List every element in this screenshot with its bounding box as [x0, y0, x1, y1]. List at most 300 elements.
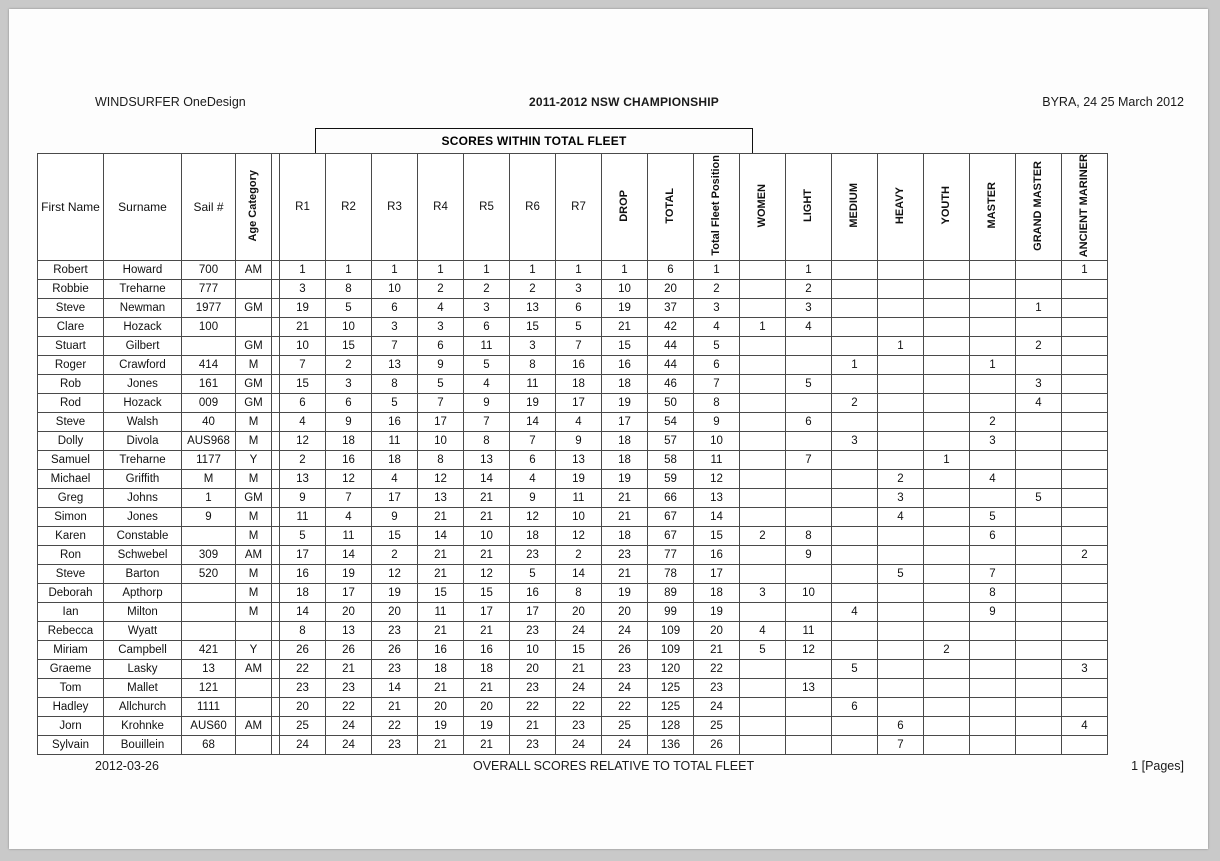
- cell-master: 2: [970, 413, 1016, 432]
- cell-master: 6: [970, 527, 1016, 546]
- cell-age-category: M: [236, 603, 272, 622]
- cell-surname: Constable: [104, 527, 182, 546]
- cell-light: 12: [786, 641, 832, 660]
- cell-ancient-mariner: 3: [1062, 660, 1108, 679]
- cell-medium: 2: [832, 394, 878, 413]
- cell-ancient-mariner: [1062, 299, 1108, 318]
- cell-grand-master: 3: [1016, 375, 1062, 394]
- cell-total: 109: [648, 622, 694, 641]
- cell-master: 5: [970, 508, 1016, 527]
- cell-race-3: 9: [372, 508, 418, 527]
- cell-drop: 18: [602, 432, 648, 451]
- spacer-cell: [272, 641, 280, 660]
- cell-total: 58: [648, 451, 694, 470]
- cell-women: [740, 394, 786, 413]
- cell-surname: Howard: [104, 261, 182, 280]
- cell-race-5: 8: [464, 432, 510, 451]
- spacer-cell: [272, 660, 280, 679]
- spacer-left: [272, 154, 280, 261]
- cell-race-4: 14: [418, 527, 464, 546]
- cell-total: 89: [648, 584, 694, 603]
- col-r3: R3: [372, 154, 418, 261]
- cell-women: [740, 413, 786, 432]
- cell-drop: 21: [602, 318, 648, 337]
- cell-race-5: 21: [464, 679, 510, 698]
- cell-total: 109: [648, 641, 694, 660]
- cell-women: [740, 736, 786, 755]
- cell-heavy: [878, 375, 924, 394]
- cell-ancient-mariner: [1062, 527, 1108, 546]
- cell-women: [740, 717, 786, 736]
- cell-master: [970, 299, 1016, 318]
- cell-race-6: 18: [510, 527, 556, 546]
- col-first-name: First Name: [38, 154, 104, 261]
- cell-age-category: GM: [236, 299, 272, 318]
- cell-race-5: 21: [464, 489, 510, 508]
- cell-youth: [924, 413, 970, 432]
- cell-medium: [832, 622, 878, 641]
- cell-race-7: 16: [556, 356, 602, 375]
- cell-race-2: 2: [326, 356, 372, 375]
- cell-light: 3: [786, 299, 832, 318]
- cell-total: 125: [648, 679, 694, 698]
- cell-first-name: Robert: [38, 261, 104, 280]
- cell-race-5: 7: [464, 413, 510, 432]
- cell-age-category: M: [236, 432, 272, 451]
- cell-race-1: 21: [280, 318, 326, 337]
- cell-race-5: 5: [464, 356, 510, 375]
- cell-race-2: 26: [326, 641, 372, 660]
- cell-race-6: 20: [510, 660, 556, 679]
- cell-race-2: 15: [326, 337, 372, 356]
- cell-medium: [832, 318, 878, 337]
- cell-first-name: Stuart: [38, 337, 104, 356]
- cell-grand-master: [1016, 432, 1062, 451]
- cell-race-6: 7: [510, 432, 556, 451]
- cell-drop: 20: [602, 603, 648, 622]
- cell-master: [970, 394, 1016, 413]
- cell-race-5: 2: [464, 280, 510, 299]
- cell-race-7: 3: [556, 280, 602, 299]
- cell-grand-master: [1016, 280, 1062, 299]
- cell-race-7: 24: [556, 679, 602, 698]
- cell-drop: 25: [602, 717, 648, 736]
- table-row: [38, 660, 1108, 679]
- spacer-cell: [272, 527, 280, 546]
- cell-drop: 18: [602, 451, 648, 470]
- table-row: [38, 413, 1108, 432]
- cell-heavy: [878, 641, 924, 660]
- cell-first-name: Ron: [38, 546, 104, 565]
- cell-total-fleet-position: 3: [694, 299, 740, 318]
- col-women: WOMEN: [740, 154, 786, 261]
- cell-age-category: M: [236, 470, 272, 489]
- cell-age-category: AM: [236, 261, 272, 280]
- cell-medium: 3: [832, 432, 878, 451]
- cell-race-5: 3: [464, 299, 510, 318]
- cell-medium: [832, 299, 878, 318]
- cell-light: [786, 337, 832, 356]
- cell-first-name: Clare: [38, 318, 104, 337]
- footer-caption: OVERALL SCORES RELATIVE TO TOTAL FLEET: [473, 759, 755, 773]
- cell-race-4: 20: [418, 698, 464, 717]
- cell-medium: [832, 641, 878, 660]
- cell-heavy: [878, 546, 924, 565]
- cell-drop: 23: [602, 660, 648, 679]
- cell-master: 3: [970, 432, 1016, 451]
- cell-race-1: 1: [280, 261, 326, 280]
- cell-medium: [832, 508, 878, 527]
- cell-master: [970, 717, 1016, 736]
- cell-race-6: 15: [510, 318, 556, 337]
- cell-women: [740, 451, 786, 470]
- cell-race-1: 6: [280, 394, 326, 413]
- cell-total: 59: [648, 470, 694, 489]
- cell-race-3: 16: [372, 413, 418, 432]
- cell-grand-master: [1016, 641, 1062, 660]
- cell-race-1: 22: [280, 660, 326, 679]
- cell-ancient-mariner: [1062, 375, 1108, 394]
- cell-light: 13: [786, 679, 832, 698]
- cell-race-7: 24: [556, 622, 602, 641]
- spacer-cell: [272, 508, 280, 527]
- cell-race-4: 19: [418, 717, 464, 736]
- cell-race-2: 22: [326, 698, 372, 717]
- cell-master: [970, 546, 1016, 565]
- spacer-cell: [272, 565, 280, 584]
- cell-total-fleet-position: 12: [694, 470, 740, 489]
- cell-grand-master: [1016, 736, 1062, 755]
- cell-race-4: 17: [418, 413, 464, 432]
- cell-race-7: 23: [556, 717, 602, 736]
- cell-race-4: 8: [418, 451, 464, 470]
- cell-race-2: 14: [326, 546, 372, 565]
- cell-age-category: [236, 280, 272, 299]
- cell-ancient-mariner: [1062, 622, 1108, 641]
- cell-drop: 24: [602, 736, 648, 755]
- cell-medium: 4: [832, 603, 878, 622]
- cell-sail-number: 1: [182, 489, 236, 508]
- results-table-header: [38, 154, 1108, 261]
- cell-surname: Hozack: [104, 394, 182, 413]
- cell-age-category: GM: [236, 337, 272, 356]
- cell-race-3: 2: [372, 546, 418, 565]
- cell-first-name: Roger: [38, 356, 104, 375]
- cell-ancient-mariner: [1062, 641, 1108, 660]
- cell-first-name: Ian: [38, 603, 104, 622]
- cell-race-5: 11: [464, 337, 510, 356]
- cell-master: [970, 698, 1016, 717]
- cell-women: [740, 603, 786, 622]
- cell-race-3: 3: [372, 318, 418, 337]
- spacer-cell: [272, 261, 280, 280]
- cell-total-fleet-position: 21: [694, 641, 740, 660]
- cell-women: 1: [740, 318, 786, 337]
- cell-master: 1: [970, 356, 1016, 375]
- cell-race-5: 21: [464, 508, 510, 527]
- cell-race-4: 9: [418, 356, 464, 375]
- cell-youth: [924, 280, 970, 299]
- cell-youth: 1: [924, 451, 970, 470]
- cell-race-6: 23: [510, 736, 556, 755]
- cell-sail-number: 700: [182, 261, 236, 280]
- col-surname: Surname: [104, 154, 182, 261]
- cell-first-name: Sylvain: [38, 736, 104, 755]
- cell-master: [970, 375, 1016, 394]
- table-row: [38, 337, 1108, 356]
- cell-race-3: 14: [372, 679, 418, 698]
- cell-total-fleet-position: 7: [694, 375, 740, 394]
- cell-ancient-mariner: [1062, 565, 1108, 584]
- cell-medium: [832, 527, 878, 546]
- cell-grand-master: 5: [1016, 489, 1062, 508]
- cell-age-category: [236, 736, 272, 755]
- cell-race-4: 6: [418, 337, 464, 356]
- cell-race-2: 4: [326, 508, 372, 527]
- cell-sail-number: 40: [182, 413, 236, 432]
- cell-women: [740, 432, 786, 451]
- cell-ancient-mariner: [1062, 508, 1108, 527]
- cell-light: 9: [786, 546, 832, 565]
- cell-race-1: 12: [280, 432, 326, 451]
- cell-race-7: 13: [556, 451, 602, 470]
- col-total-fleet-position: Total Fleet Position: [694, 154, 740, 261]
- cell-grand-master: [1016, 413, 1062, 432]
- cell-surname: Gilbert: [104, 337, 182, 356]
- col-r5: R5: [464, 154, 510, 261]
- cell-heavy: [878, 413, 924, 432]
- table-row: [38, 375, 1108, 394]
- cell-total: 77: [648, 546, 694, 565]
- cell-race-5: 9: [464, 394, 510, 413]
- cell-race-7: 5: [556, 318, 602, 337]
- cell-heavy: [878, 299, 924, 318]
- spacer-cell: [272, 736, 280, 755]
- cell-race-4: 15: [418, 584, 464, 603]
- cell-age-category: [236, 318, 272, 337]
- cell-youth: [924, 318, 970, 337]
- cell-age-category: GM: [236, 394, 272, 413]
- cell-drop: 21: [602, 489, 648, 508]
- cell-first-name: Greg: [38, 489, 104, 508]
- cell-heavy: [878, 356, 924, 375]
- cell-race-4: 21: [418, 679, 464, 698]
- cell-youth: [924, 394, 970, 413]
- cell-race-6: 23: [510, 546, 556, 565]
- cell-race-7: 12: [556, 527, 602, 546]
- cell-sail-number: AUS60: [182, 717, 236, 736]
- cell-race-3: 7: [372, 337, 418, 356]
- cell-medium: [832, 451, 878, 470]
- col-youth: YOUTH: [924, 154, 970, 261]
- cell-youth: 2: [924, 641, 970, 660]
- cell-race-6: 6: [510, 451, 556, 470]
- col-total: TOTAL: [648, 154, 694, 261]
- cell-light: 10: [786, 584, 832, 603]
- cell-race-1: 25: [280, 717, 326, 736]
- cell-total-fleet-position: 15: [694, 527, 740, 546]
- cell-total: 125: [648, 698, 694, 717]
- cell-first-name: Deborah: [38, 584, 104, 603]
- cell-race-6: 14: [510, 413, 556, 432]
- cell-race-5: 12: [464, 565, 510, 584]
- cell-light: 11: [786, 622, 832, 641]
- cell-heavy: [878, 698, 924, 717]
- cell-youth: [924, 470, 970, 489]
- cell-heavy: [878, 660, 924, 679]
- cell-ancient-mariner: 2: [1062, 546, 1108, 565]
- cell-total: 54: [648, 413, 694, 432]
- cell-light: 1: [786, 261, 832, 280]
- cell-total-fleet-position: 11: [694, 451, 740, 470]
- cell-race-2: 11: [326, 527, 372, 546]
- cell-youth: [924, 546, 970, 565]
- cell-race-2: 9: [326, 413, 372, 432]
- cell-sail-number: 68: [182, 736, 236, 755]
- cell-race-5: 13: [464, 451, 510, 470]
- cell-youth: [924, 375, 970, 394]
- cell-grand-master: [1016, 318, 1062, 337]
- cell-grand-master: [1016, 261, 1062, 280]
- cell-race-6: 11: [510, 375, 556, 394]
- cell-drop: 19: [602, 470, 648, 489]
- cell-age-category: GM: [236, 375, 272, 394]
- table-row: [38, 641, 1108, 660]
- cell-first-name: Simon: [38, 508, 104, 527]
- cell-sail-number: 11: [182, 527, 236, 546]
- cell-race-4: 21: [418, 736, 464, 755]
- cell-heavy: [878, 451, 924, 470]
- header-right-venue: BYRA, 24 25 March 2012: [1042, 95, 1184, 109]
- cell-master: [970, 451, 1016, 470]
- table-row: [38, 394, 1108, 413]
- cell-race-4: 11: [418, 603, 464, 622]
- cell-women: [740, 508, 786, 527]
- cell-total-fleet-position: 4: [694, 318, 740, 337]
- cell-youth: [924, 565, 970, 584]
- cell-surname: Treharne: [104, 280, 182, 299]
- cell-drop: 15: [602, 337, 648, 356]
- cell-sail-number: 161: [182, 375, 236, 394]
- cell-youth: [924, 679, 970, 698]
- cell-sail-number: 10: [182, 337, 236, 356]
- cell-race-3: 22: [372, 717, 418, 736]
- col-drop: DROP: [602, 154, 648, 261]
- cell-drop: 21: [602, 508, 648, 527]
- cell-light: [786, 432, 832, 451]
- table-row: [38, 546, 1108, 565]
- cell-race-5: 10: [464, 527, 510, 546]
- cell-age-category: M: [236, 527, 272, 546]
- cell-youth: [924, 508, 970, 527]
- cell-age-category: AM: [236, 660, 272, 679]
- cell-women: 2: [740, 527, 786, 546]
- cell-medium: [832, 736, 878, 755]
- cell-race-6: 3: [510, 337, 556, 356]
- cell-grand-master: [1016, 508, 1062, 527]
- cell-race-7: 9: [556, 432, 602, 451]
- cell-total: 46: [648, 375, 694, 394]
- cell-race-7: 21: [556, 660, 602, 679]
- results-table-body: [38, 261, 1108, 755]
- cell-heavy: [878, 280, 924, 299]
- cell-total: 66: [648, 489, 694, 508]
- spacer-cell: [272, 356, 280, 375]
- cell-race-4: 12: [418, 470, 464, 489]
- cell-race-5: 19: [464, 717, 510, 736]
- cell-master: 8: [970, 584, 1016, 603]
- cell-race-5: 14: [464, 470, 510, 489]
- cell-total-fleet-position: 8: [694, 394, 740, 413]
- spacer-cell: [272, 546, 280, 565]
- cell-race-3: 4: [372, 470, 418, 489]
- cell-heavy: 4: [878, 508, 924, 527]
- header-center-title: 2011-2012 NSW CHAMPIONSHIP: [529, 95, 719, 109]
- cell-youth: [924, 717, 970, 736]
- cell-first-name: Steve: [38, 299, 104, 318]
- cell-race-6: 23: [510, 679, 556, 698]
- cell-race-7: 11: [556, 489, 602, 508]
- cell-sail-number: 13: [182, 660, 236, 679]
- cell-drop: 1: [602, 261, 648, 280]
- cell-first-name: Rod: [38, 394, 104, 413]
- cell-race-3: 21: [372, 698, 418, 717]
- table-row: [38, 565, 1108, 584]
- cell-grand-master: [1016, 565, 1062, 584]
- cell-race-3: 18: [372, 451, 418, 470]
- cell-light: [786, 394, 832, 413]
- cell-race-4: 16: [418, 641, 464, 660]
- cell-total-fleet-position: 5: [694, 337, 740, 356]
- cell-ancient-mariner: [1062, 736, 1108, 755]
- cell-surname: Milton: [104, 603, 182, 622]
- cell-race-3: 8: [372, 375, 418, 394]
- cell-race-7: 20: [556, 603, 602, 622]
- cell-grand-master: [1016, 527, 1062, 546]
- cell-race-7: 15: [556, 641, 602, 660]
- cell-light: 5: [786, 375, 832, 394]
- cell-race-3: 10: [372, 280, 418, 299]
- cell-grand-master: 1: [1016, 299, 1062, 318]
- cell-first-name: Rob: [38, 375, 104, 394]
- cell-total-fleet-position: 19: [694, 603, 740, 622]
- cell-youth: [924, 660, 970, 679]
- cell-race-2: 17: [326, 584, 372, 603]
- cell-sail-number: 1977: [182, 299, 236, 318]
- cell-age-category: M: [236, 356, 272, 375]
- col-sail-number: Sail #: [182, 154, 236, 261]
- cell-sail-number: 9: [182, 622, 236, 641]
- cell-total-fleet-position: 6: [694, 356, 740, 375]
- cell-drop: 19: [602, 394, 648, 413]
- cell-race-6: 13: [510, 299, 556, 318]
- cell-race-3: 15: [372, 527, 418, 546]
- cell-age-category: Y: [236, 641, 272, 660]
- cell-race-2: 21: [326, 660, 372, 679]
- cell-first-name: Tom: [38, 679, 104, 698]
- cell-race-7: 18: [556, 375, 602, 394]
- cell-race-1: 8: [280, 622, 326, 641]
- cell-surname: Treharne: [104, 451, 182, 470]
- cell-light: [786, 698, 832, 717]
- cell-race-7: 24: [556, 736, 602, 755]
- cell-race-2: 10: [326, 318, 372, 337]
- cell-total-fleet-position: 23: [694, 679, 740, 698]
- cell-grand-master: [1016, 660, 1062, 679]
- cell-race-3: 26: [372, 641, 418, 660]
- cell-ancient-mariner: [1062, 698, 1108, 717]
- cell-first-name: Steve: [38, 413, 104, 432]
